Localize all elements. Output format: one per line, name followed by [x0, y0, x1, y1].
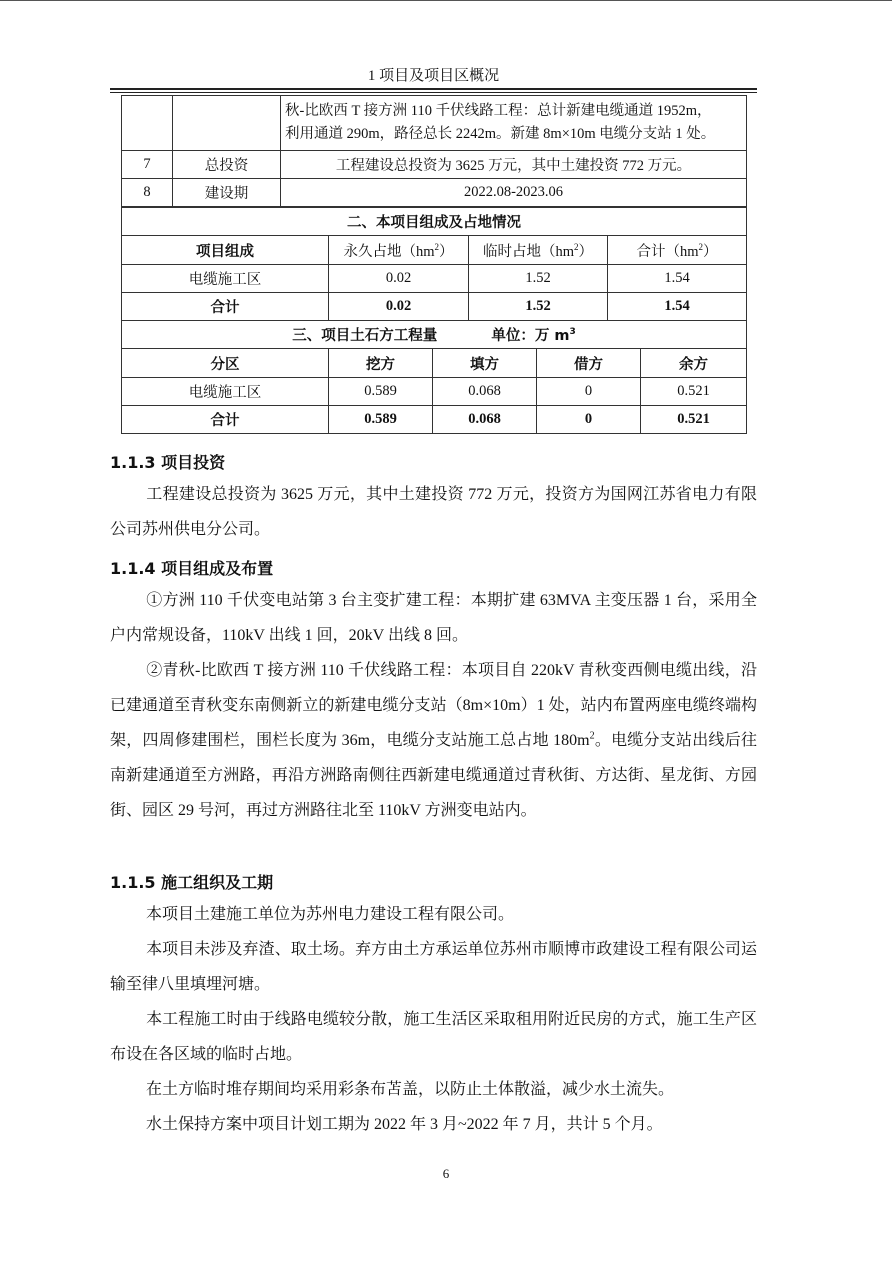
page-header: 1 项目及项目区概况	[367, 68, 500, 84]
header-rule	[110, 88, 757, 90]
section-heading-1-1-4: 1.1.4 项目组成及布置	[110, 559, 274, 578]
top-border	[0, 0, 892, 1]
paragraph: ②青秋-比欧西 T 接方洲 110 千伏线路工程：本项目自 220kV 青秋变西侧电缆出线，沿已建通道至青秋变东南侧新立的新建电缆分支站（8m×10m）1 处，站内布置两座电缆终端构架，四周修建围栏，围栏长度为 36m，电缆分支站施工总占地 $180m^2$。电缆分支站出线后往南新建通道至方洲路，再沿方洲路南侧往西新建电缆通道过青秋街、方达街、星龙街、方园街、园区 29 号河，再过方洲路往北至 110kV 方洲变电站内。	[110, 662, 757, 819]
table-row: 8 建设期 2022.08-2023.06	[122, 179, 747, 207]
table-section-title: 三、项目土石方工程量 单位：万 $m^3$	[122, 321, 747, 349]
table-header-row: 分区 挖方 填方 借方 余方	[122, 349, 747, 378]
page-number: 6	[442, 1166, 450, 1181]
table-total-row: 合计 0.02 1.52 1.54	[122, 293, 747, 321]
section-heading-1-1-5: 1.1.5 施工组织及工期	[110, 873, 274, 892]
table-header-row: 项目组成 永久占地$(hm^2)$ 临时占地$(hm^2)$ 合计$(hm^2)$	[122, 236, 747, 265]
paragraph: 在土方临时堆存期间均采用彩条布苫盖，以防止土体散溢，减少水土流失。	[146, 1081, 675, 1098]
paragraph: 工程建设总投资为 3625 万元，其中土建投资 772 万元，投资方为国网江苏省电力有限公司苏州供电分公司。	[110, 486, 757, 538]
table-row	[122, 96, 747, 151]
summary-table	[121, 95, 747, 207]
paragraph: 水土保持方案中项目计划工期为 2022 年 3 月~2022 年 7 月，共计 5 个月。	[146, 1116, 663, 1133]
land-use-table	[121, 207, 747, 321]
paragraph: ①方洲 110 千伏变电站第 3 台主变扩建工程：本期扩建 63MVA 主变压器 1 台，采用全户内常规设备，110kV 出线 1 回，20kV 出线 8 回。	[110, 592, 757, 644]
paragraph: 本项目土建施工单位为苏州电力建设工程有限公司。	[146, 906, 515, 923]
paragraph: 本工程施工时由于线路电缆较分散，施工生活区采取租用附近民房的方式，施工生产区布设在各区域的临时占地。	[110, 1011, 757, 1063]
table-row: 电缆施工区 0.02 1.52 1.54	[122, 265, 747, 293]
table-row: 电缆施工区 0.589 0.068 0 0.521	[122, 378, 747, 406]
earthwork-table	[121, 320, 747, 434]
table-row: 7 总投资 工程建设总投资为 3625 万元，其中土建投资 772 万元。	[122, 151, 747, 179]
route-description: 秋-比欧西 T 接方洲 110 千伏线路工程：总计新建电缆通道 1952m， 利用通道 290m，路径总长 2242m。新建 8m×10m 电缆分支站 1 处。	[281, 96, 747, 151]
table-section-title: 二、本项目组成及占地情况	[122, 208, 747, 236]
section-heading-1-1-3: 1.1.3 项目投资	[110, 453, 226, 472]
table-total-row: 合计 0.589 0.068 0 0.521	[122, 406, 747, 434]
paragraph: 本项目未涉及弃渣、取土场。弃方由土方承运单位苏州市顺博市政建设工程有限公司运输至律八里填埋河塘。	[110, 941, 757, 993]
header-rule-thin	[110, 92, 757, 93]
